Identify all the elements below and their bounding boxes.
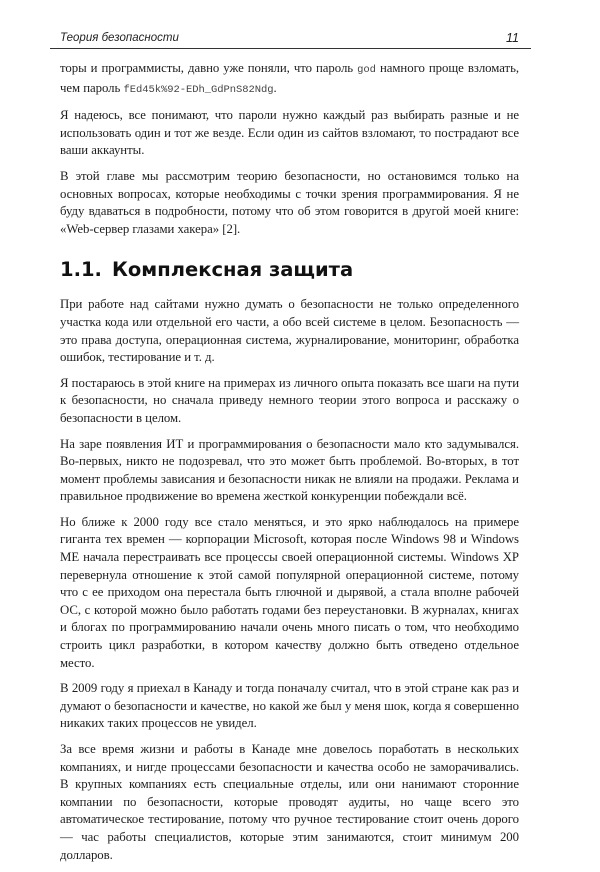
section-paragraph: На заре появления ИТ и программирования о безопасности мало кто задумывался. Во-первых, никто не подозревал, что это может быть проблемой. Во-вторых, в тот момент проблемы зависания и безопасности никак не влияли на продажи. Реклама и правильное продвижение во времена жесткой конкуренции побеждали всё. xyxy=(60,436,519,504)
intro-paragraph-3: В этой главе мы рассмотрим теорию безопасности, но остановимся только на основных вопросах, которые необходимы с точки зрения программирования. Я не буду вдаваться в подробности, потому что об этом говорится в другой моей книге: «Web-сервер глазами хакера» [2]. xyxy=(60,168,519,236)
section-title: Комплексная защита xyxy=(111,258,354,282)
weak-password: god xyxy=(357,64,376,76)
intro-p1-text-a: торы и программисты, давно уже поняли, что пароль xyxy=(60,61,358,75)
intro-paragraph-2: Я надеюсь, все понимают, что пароли нужно каждый раз выбирать разные и не использовать один и тот же везде. Если один из сайтов взломают, то пострадают все ваши аккаунты. xyxy=(60,108,519,158)
section-paragraph: Но ближе к 2000 году все стало меняться, и это ярко наблюдалось на примере гиганта тех времен — корпорации Microsoft, которая после Windows 98 и Windows ME начала перестраивать все процессы своей операционной системы. Windows XP перевернула отношение к этой самой популярной операционной системе, потому что с ее приходом она перестала быть глючной и дырявой, а стала вполне рабочей ОС, с которой можно было работать годами без переустановки. В журналах, книгах и блогах по программированию начали очень много писать о том, что необходимо строить цикл разработки, в котором качеству должно быть отведено отдельное место. xyxy=(60,514,519,670)
intro-paragraph-1 xyxy=(60,60,519,99)
running-header xyxy=(50,30,531,49)
section-number: 1.1. xyxy=(60,258,102,282)
page-body xyxy=(60,60,519,872)
section-heading xyxy=(60,258,519,282)
intro-p1-text-c: . xyxy=(273,80,277,95)
section-paragraph: Я постараюсь в этой книге на примерах из личного опыта показать все шаги на пути к безопасности, но сначала приведу немного теории этого вопроса и расскажу о безопасности в целом. xyxy=(60,375,519,425)
intro-p1-text-b: намного проще взломать, чем пароль xyxy=(60,61,519,95)
header-title: Теория безопасности xyxy=(60,32,179,44)
section-paragraph: В 2009 году я приехал в Канаду и тогда поначалу считал, что в этой стране как раз и думают о безопасности и качестве, но какой же был у меня шок, когда я совершенно никаких таких процессов не увидел. xyxy=(60,681,519,731)
section-paragraph: При работе над сайтами нужно думать о безопасности не только определенного участка кода или отдельной его части, а обо всей системе в целом. Безопасность — это права доступа, операционная система, журналирование, мониторинг, обработка ошибок, тестирование и т. д. xyxy=(60,297,519,365)
strong-password: fEd45k%92-EDh_GdPnS82Ndg xyxy=(123,83,274,96)
section-paragraph: За все время жизни и работы в Канаде мне довелось поработать в нескольких компаниях, и нигде процессами безопасности и качества особо не заморачивались. В крупных компаниях есть специальные отделы, или они нанимают сторонние компании по безопасности, которые проводят аудиты, но чаще всего это автоматическое тестирование, потому что ручное тестирование стоит очень дорого — час работы специалистов, которые этим занимаются, стоит минимум 200 долларов. xyxy=(60,742,519,862)
page-number: 11 xyxy=(506,31,519,45)
